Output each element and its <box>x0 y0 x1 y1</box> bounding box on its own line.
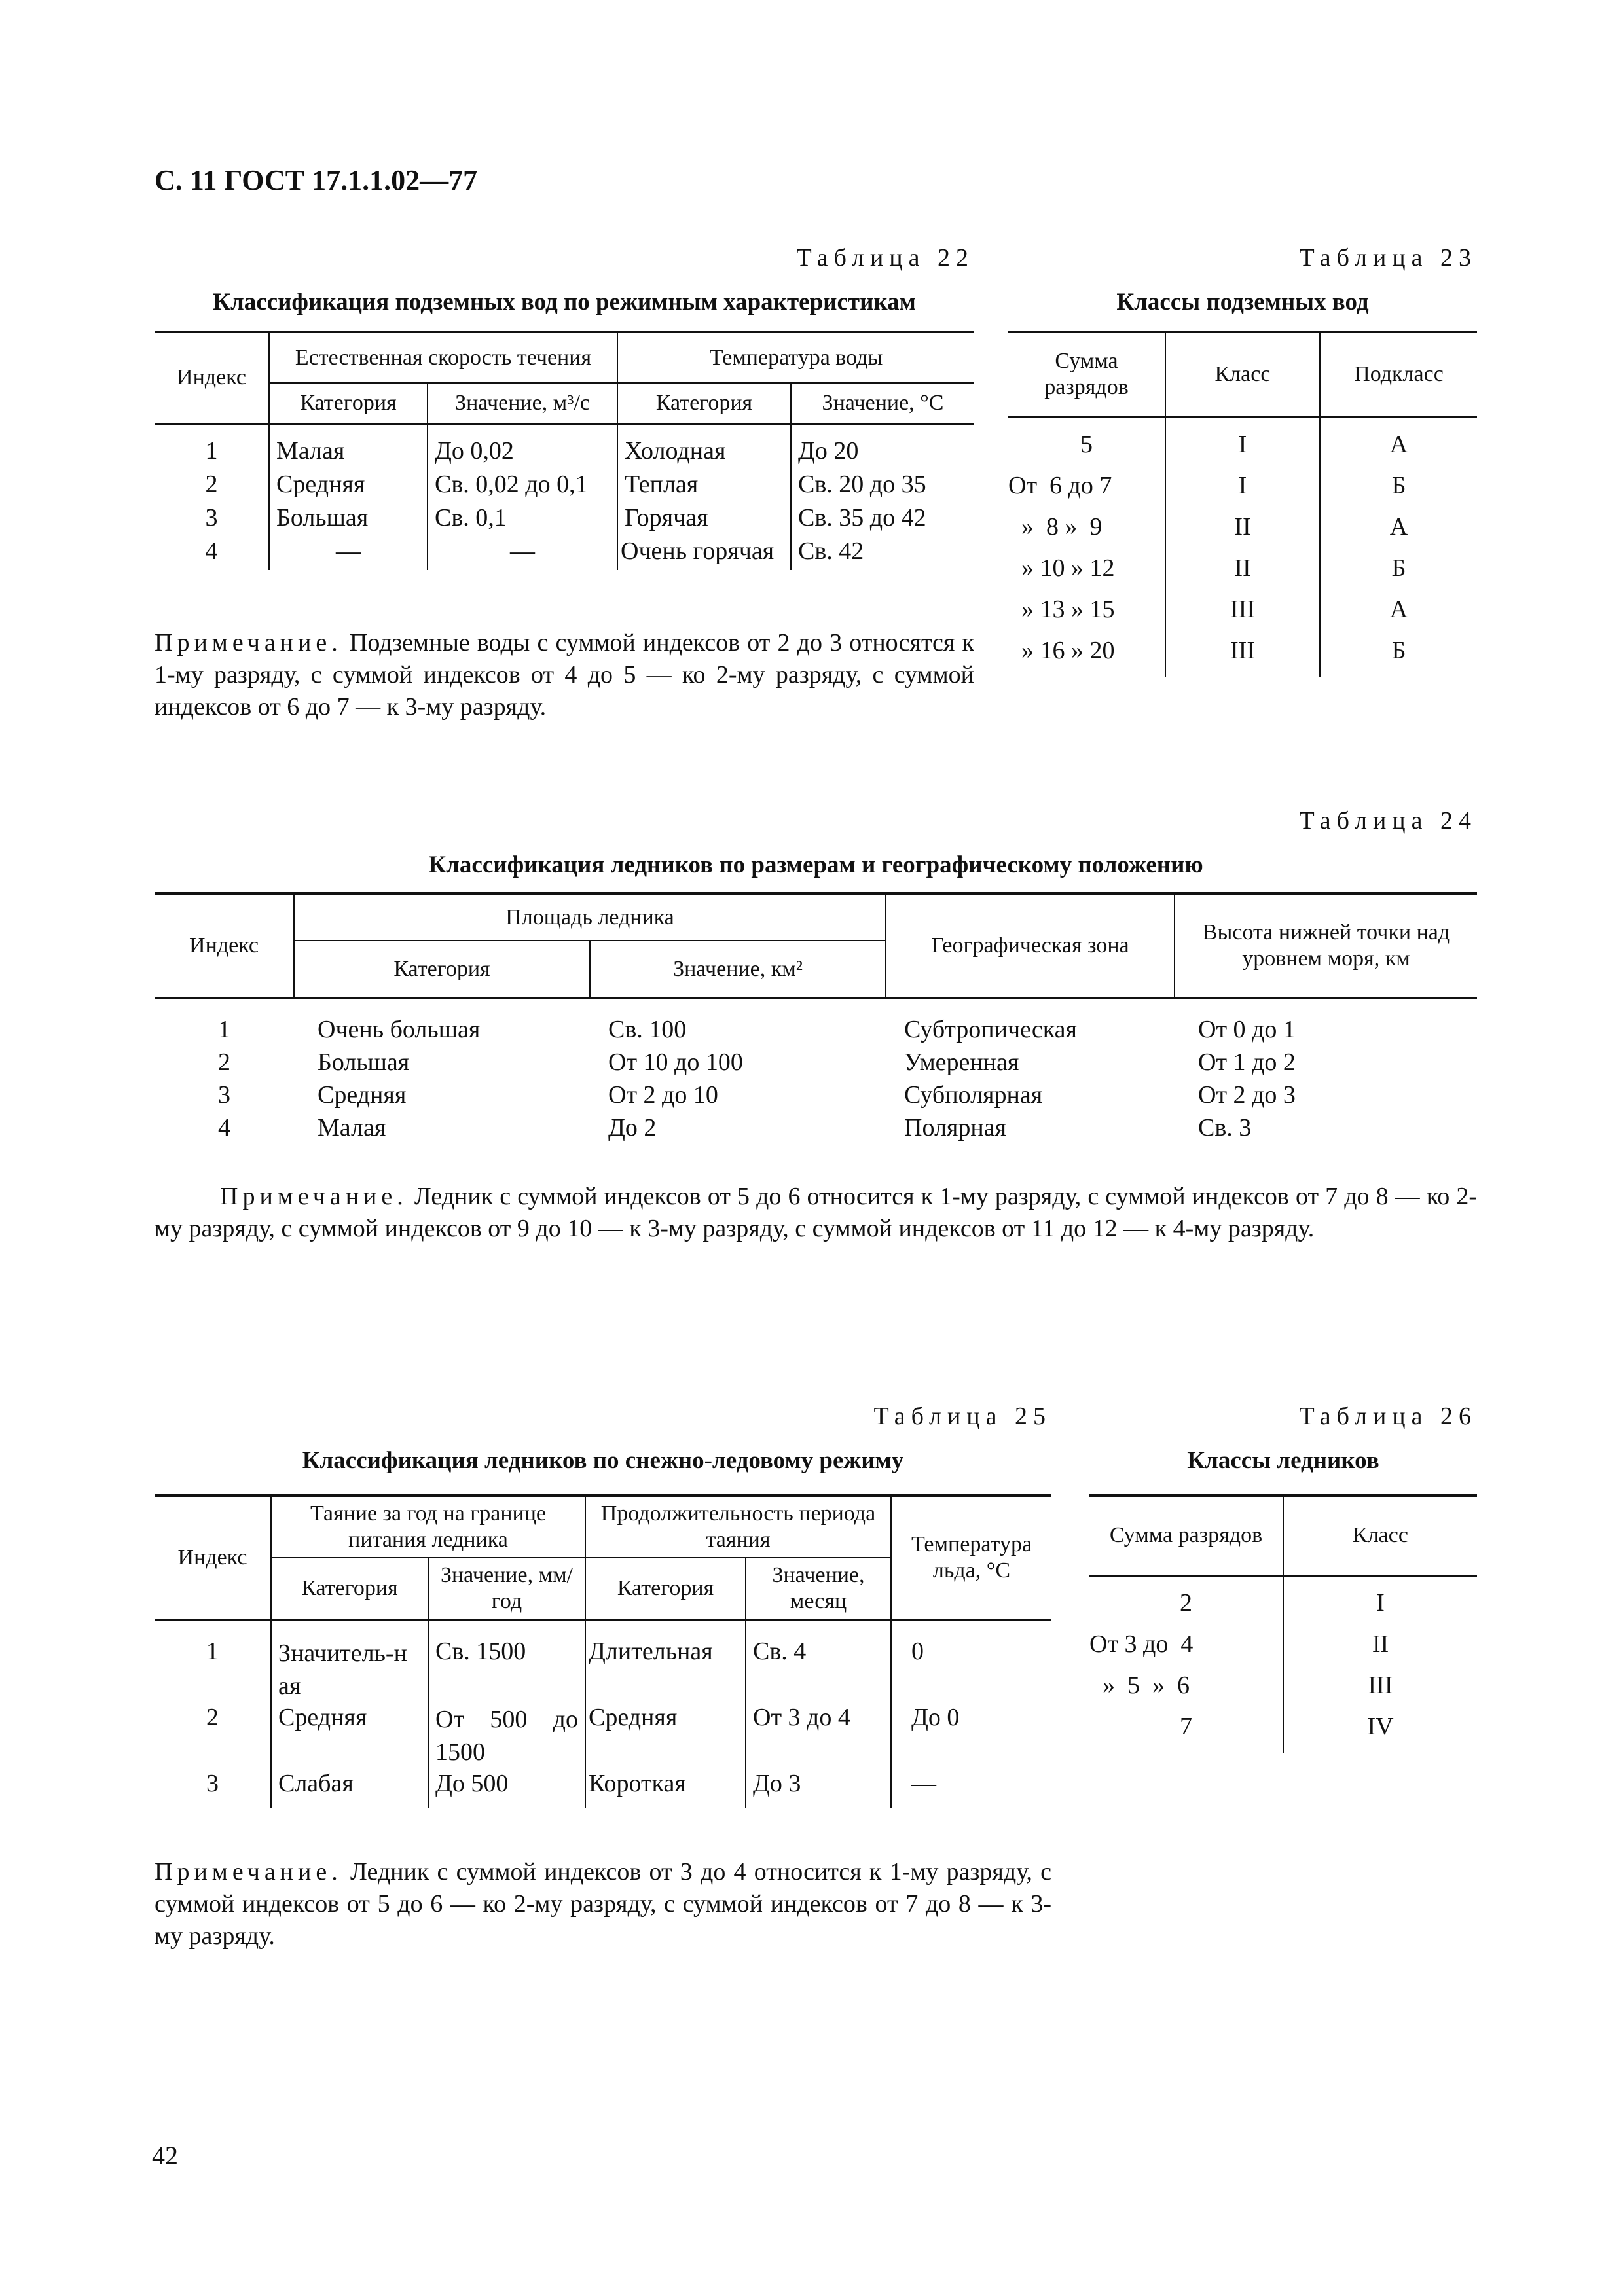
t26-h-class: Класс <box>1353 1523 1408 1548</box>
table-row: 1 Очень большая Св. 100 Субтропическая От 0 до 1 <box>218 1016 1296 1043</box>
t22-h-temp: Температура воды <box>617 332 974 383</box>
table-row: 2 Средняя Св. 0,02 до 0,1 Теплая Св. 20 до 35 <box>155 470 974 503</box>
table-row: 3 Слабая До 500 Короткая До 3 — <box>155 1769 1051 1808</box>
t24-h-val: Значение, км² <box>590 941 886 998</box>
t23-h-class: Класс <box>1165 332 1320 417</box>
t25-h-temp: Температура льда, °С <box>911 1532 1032 1583</box>
t25-h-val2: Значение, месяц <box>746 1558 891 1620</box>
table-row: 2 Большая От 10 до 100 Умеренная От 1 до 2 <box>218 1049 1296 1076</box>
table-row: » 8 » 9 II А <box>1008 512 1477 554</box>
table-row: » 5 » 6 III <box>1089 1671 1477 1712</box>
t24-h-index: Индекс <box>155 893 294 998</box>
table-row: 2 I <box>1089 1588 1477 1630</box>
t25-h-dur: Продолжительность периода таяния <box>585 1496 891 1558</box>
table-row: 4 — — Очень горячая Св. 42 <box>155 537 974 570</box>
table-23 <box>1008 331 1477 677</box>
t24-h-area: Площадь ледника <box>294 893 886 941</box>
table-24-title: Классификация ледников по размерам и географическому положению <box>428 852 1203 878</box>
table-22-label: Таблица 22 <box>796 244 974 272</box>
t25-h-cat2: Категория <box>585 1558 746 1620</box>
table-row: » 16 » 20 III Б <box>1008 636 1477 677</box>
page-header: С. 11 ГОСТ 17.1.1.02—77 <box>155 164 478 196</box>
t25-h-val1: Значение, мм/год <box>428 1558 585 1620</box>
table-26-title: Классы ледников <box>1187 1447 1379 1474</box>
t23-h-sub: Подкласс <box>1354 362 1444 387</box>
table-row: 4 Малая До 2 Полярная Св. 3 <box>218 1114 1252 1141</box>
table-row: 7 IV <box>1089 1712 1477 1753</box>
t24-h-cat: Категория <box>294 941 590 998</box>
t22-h-val1: Значение, м³/с <box>428 383 617 423</box>
table-row: От 3 до 4 II <box>1089 1630 1477 1671</box>
t24-h-zone: Географическая зона <box>886 893 1175 998</box>
table-row: » 13 » 15 III А <box>1008 595 1477 636</box>
table-row: 1 Значитель-ная Св. 1500 Длительная Св. 4 0 <box>155 1637 1051 1703</box>
table-row: 3 Средняя От 2 до 10 Субполярная От 2 до 3 <box>218 1081 1296 1109</box>
table-row: 1 Малая До 0,02 Холодная До 20 <box>155 437 974 470</box>
t22-h-cat2: Категория <box>617 383 791 423</box>
table-22-note: Примечание. Подземные воды с суммой индексов от 2 до 3 относятся к 1-му разряду, с суммой индексов от 4 до 5 — ко 2-му разряду, с суммой индексов от 6 до 7 — к 3-му разряду. <box>155 629 974 721</box>
table-22-title: Классификация подземных вод по режимным характеристикам <box>213 289 916 315</box>
table-23-label: Таблица 23 <box>1299 244 1477 272</box>
t22-h-val2: Значение, °С <box>822 390 944 415</box>
table-row: 3 Большая Св. 0,1 Горячая Св. 35 до 42 <box>155 503 974 537</box>
table-row: » 10 » 12 II Б <box>1008 554 1477 595</box>
t22-h-speed: Естественная скорость течения <box>269 332 617 383</box>
t22-h-cat1: Категория <box>269 383 428 423</box>
table-25-label: Таблица 25 <box>873 1403 1051 1430</box>
t25-h-index: Индекс <box>155 1496 271 1620</box>
table-25-title: Классификация ледников по снежно-ледовому режиму <box>302 1447 904 1474</box>
t25-h-cat1: Категория <box>271 1558 428 1620</box>
table-row: От 6 до 7 I Б <box>1008 471 1477 512</box>
t23-h-sum: Сумма разрядов <box>1008 332 1165 417</box>
table-24 <box>155 892 1477 1146</box>
t26-h-sum: Сумма разрядов <box>1089 1496 1283 1575</box>
page-number: 42 <box>152 2141 178 2170</box>
t25-h-melt: Таяние за год на границе питания ледника <box>271 1496 585 1558</box>
table-row: 5 I А <box>1008 430 1477 471</box>
t22-h-index: Индекс <box>155 332 269 423</box>
t24-h-height: Высота нижней точки над уровнем моря, км <box>1202 920 1450 971</box>
table-25-note: Примечание. Ледник с суммой индексов от 3 до 4 относится к 1-му разряду, с суммой индексов от 5 до 6 — ко 2-му разряду, с суммой индексов от 7 до 8 — к 3-му разряду. <box>155 1858 1051 1950</box>
table-25 <box>155 1494 1051 1808</box>
table-24-label: Таблица 24 <box>1299 807 1477 834</box>
table-24-note: Примечание. Ледник с суммой индексов от 5 до 6 относится к 1-му разряду, с суммой индексов от 7 до 8 — ко 2-му разряду, с суммой индексов от 9 до 10 — к 3-му разряду, с суммой индексов от 11 до 12 — к 4-му разряду. <box>155 1183 1477 1242</box>
table-26-label: Таблица 26 <box>1299 1403 1477 1430</box>
table-22 <box>155 331 974 570</box>
table-23-title: Классы подземных вод <box>1116 289 1369 315</box>
table-row: 2 Средняя От 500 до 1500 Средняя От 3 до 4 До 0 <box>155 1703 1051 1769</box>
table-26 <box>1089 1494 1477 1753</box>
